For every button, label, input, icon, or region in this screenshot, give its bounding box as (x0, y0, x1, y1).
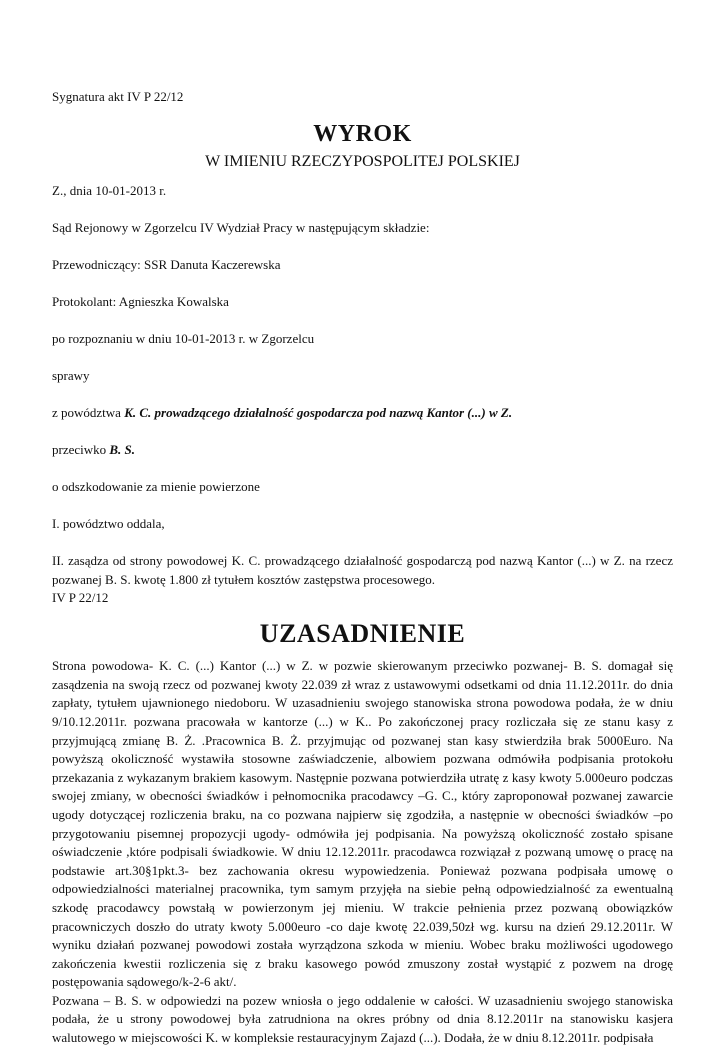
justification-paragraph-1: Strona powodowa- K. C. (...) Kantor (...) w Z. w pozwie skierowanym przeciwko pozwanej- B. S. domagał się zasądzenia na swoją rzecz od pozwanej kwoty 22.039 zł wraz z ustawowymi odsetkami od dnia 11.12.2011r. do dnia zapłaty, tytułem ujawnionego niedoboru. W uzasadnieniu swojego stanowiska strona powodowa podała, że w dniu 9/10.12.2011r. pozwana pracowała w kantorze (...) w K.. Po zakończonej pracy rozliczała się ze stanu kasy z przyjmującą zmianę B. Ż. .Pracownica B. Ż. przyjmując od pozwanej stan kasy stwierdziła brak 5000Euro. Na powyższą okoliczność wystawiła stosowne zaświadczenie, albowiem pozwana odmówiła podpisania protokołu przekazania z wykazanym brakiem kasowym. Następnie pozwana potwierdziła utratę z kasy kwoty 5.000euro podczas swojej zmiany, w obecności świadków i pełnomocnika pracodawcy –G. C., który zaproponował pozwanej zawarcie ugody dotyczącej rozliczenia braku, na co pozwana najpierw się zgodziła, a następnie w obecności świadków –po przygotowaniu pisemnej propozycji ugody- odmówiła jej podpisania. Na powyższą okoliczność zostało spisane oświadczenie ,które podpisali świadkowie. W dniu 12.12.2011r. pracodawca rozwiązał z pozwaną umowę o pracę na podstawie art.30§1pkt.3- bez zachowania okresu wypowiedzenia. Ponieważ pozwana podpisała umowę o odpowiedzialności materialnej pracownika, tym samym przyjęła na siebie pełną odpowiedzialność za ewentualną szkodę pracodawcy powstałą w powierzonym jej mieniu. W trakcie pełnienia przez pozwaną obowiązków pracowniczych doszło do utraty kwoty 5.000euro -co daje kwotę 22.039,50zł wg. kursu na dzień 29.12.2011r. W wyniku działań pozwanej powodowi została wyrządzona szkoda w mieniu. Wobec braku możliwości ugodowego zakończenia kwestii rozliczenia się z braku kasowego powód zmuszony został wystąpić z pozwem na drogę postępowania sądowego/k-2-6 akt/. (52, 658, 673, 990)
justification-heading: UZASADNIENIE (259, 619, 466, 649)
verdict-point-2: II. zasądza od strony powodowej K. C. prowadzącego działalność gospodarczą pod nazwą Kantor (...) w Z. na rzecz pozwanej B. S. kwotę 1.800 zł tytułem kosztów zastępstwa procesowego. (52, 553, 673, 587)
justification-paragraph-2: Pozwana – B. S. w odpowiedzi na pozew wniosła o jego oddalenie w całości. W uzasadnieniu swojego stanowiska podała, że u strony powodowej była zatrudniona na okres próbny od dnia 8.12.2011r na stanowisku kasjera walutowego w miejscowości K. w kompleksie restauracyjnym Zajazd (...). Dodała, że w dniu 8.12.2011r. podpisała (52, 992, 673, 1046)
clerk-line: Protokolant: Agnieszka Kowalska (52, 294, 229, 309)
document-subtitle: W IMIENIU RZECZYPOSPOLITEJ POLSKIEJ (205, 153, 520, 170)
plaintiff-prefix: z powództwa (52, 405, 125, 420)
document-title: WYROK (313, 121, 412, 147)
justification-case-ref: IV P 22/12 (52, 590, 109, 606)
defendant-name: B. S. (109, 442, 136, 457)
subject-line: o odszkodowanie za mienie powierzone (52, 479, 260, 494)
plaintiff-line (52, 404, 673, 422)
verdict-point-1: I. powództwo oddala, (52, 516, 165, 531)
defendant-line (52, 441, 673, 459)
chair-line: Przewodniczący: SSR Danuta Kaczerewska (52, 257, 281, 272)
case-word: sprawy (52, 368, 90, 383)
date-line: Z., dnia 10-01-2013 r. (52, 183, 167, 198)
court-line: Sąd Rejonowy w Zgorzelcu IV Wydział Pracy w następującym składzie: (52, 220, 430, 235)
case-signature: Sygnatura akt IV P 22/12 (52, 89, 184, 104)
plaintiff-name: K. C. prowadzącego działalność gospodarcza pod nazwą Kantor (...) w Z. (124, 405, 513, 420)
hearing-line: po rozpoznaniu w dniu 10-01-2013 r. w Zgorzelcu (52, 331, 315, 346)
against-prefix: przeciwko (52, 442, 110, 457)
